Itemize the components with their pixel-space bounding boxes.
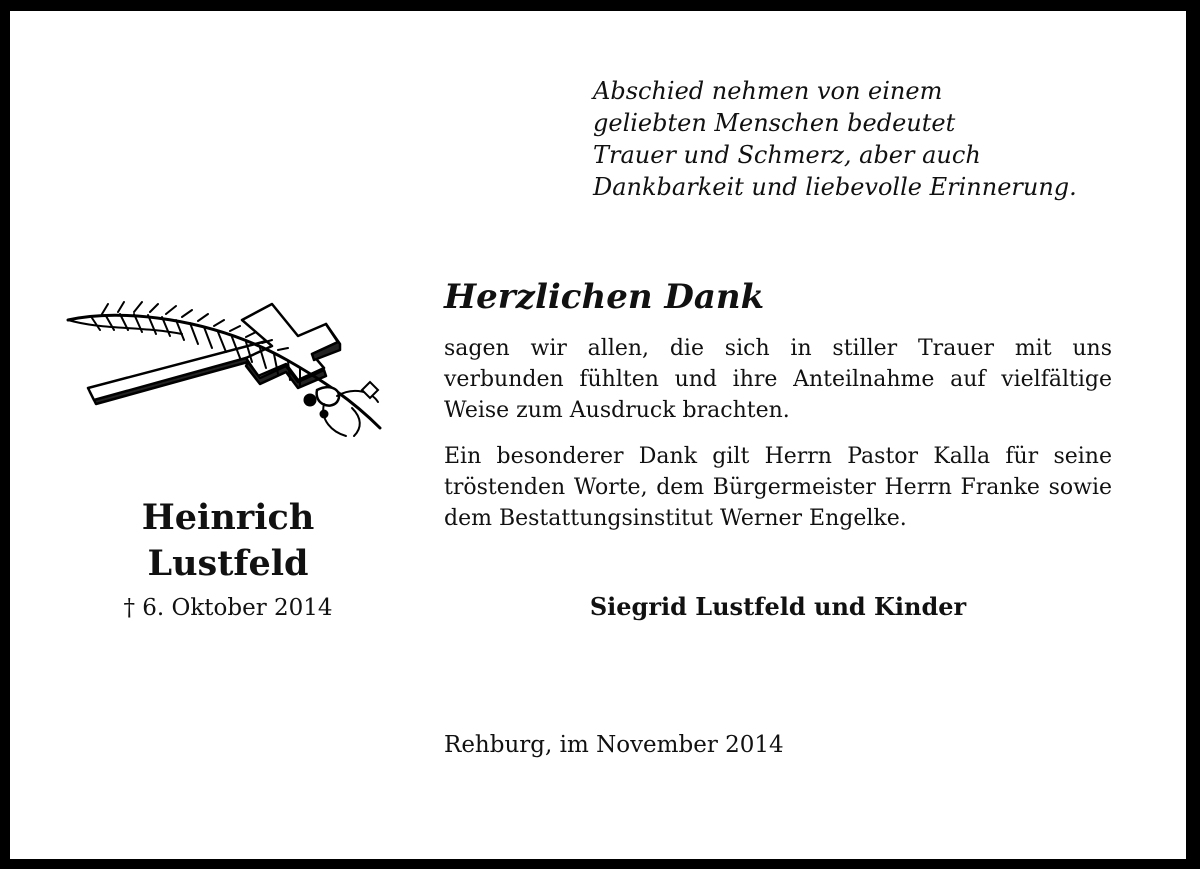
quote-line: geliebten Menschen bedeutet (593, 109, 956, 137)
place-and-date: Rehburg, im November 2014 (444, 732, 784, 758)
thanks-paragraph-1: sagen wir allen, die sich in stiller Trauer mit uns verbunden fühlten und ihre Anteilnahme auf vielfältige Weise zum Ausdruck brachten. (444, 336, 1112, 423)
quote-line: Abschied nehmen von einem (593, 77, 943, 105)
thanks-heading: Herzlichen Dank (444, 277, 765, 317)
deceased-last-name: Lustfeld (147, 543, 309, 584)
cross-with-palm-frond-icon (62, 290, 392, 450)
quote-line: Trauer und Schmerz, aber auch (593, 141, 981, 169)
death-date: † 6. Oktober 2014 (123, 595, 333, 621)
deceased-first-name: Heinrich (141, 497, 315, 538)
thanks-paragraph-2: Ein besonderer Dank gilt Herrn Pastor Kalla für seine tröstenden Worte, dem Bürgermeister Herrn Franke sowie dem Bestattungsinstitut Werner Engelke. (444, 444, 1112, 531)
quote-line: Dankbarkeit und liebevolle Erinnerung. (593, 173, 1077, 201)
signature: Siegrid Lustfeld und Kinder (589, 592, 967, 621)
farewell-quote (593, 75, 1183, 203)
